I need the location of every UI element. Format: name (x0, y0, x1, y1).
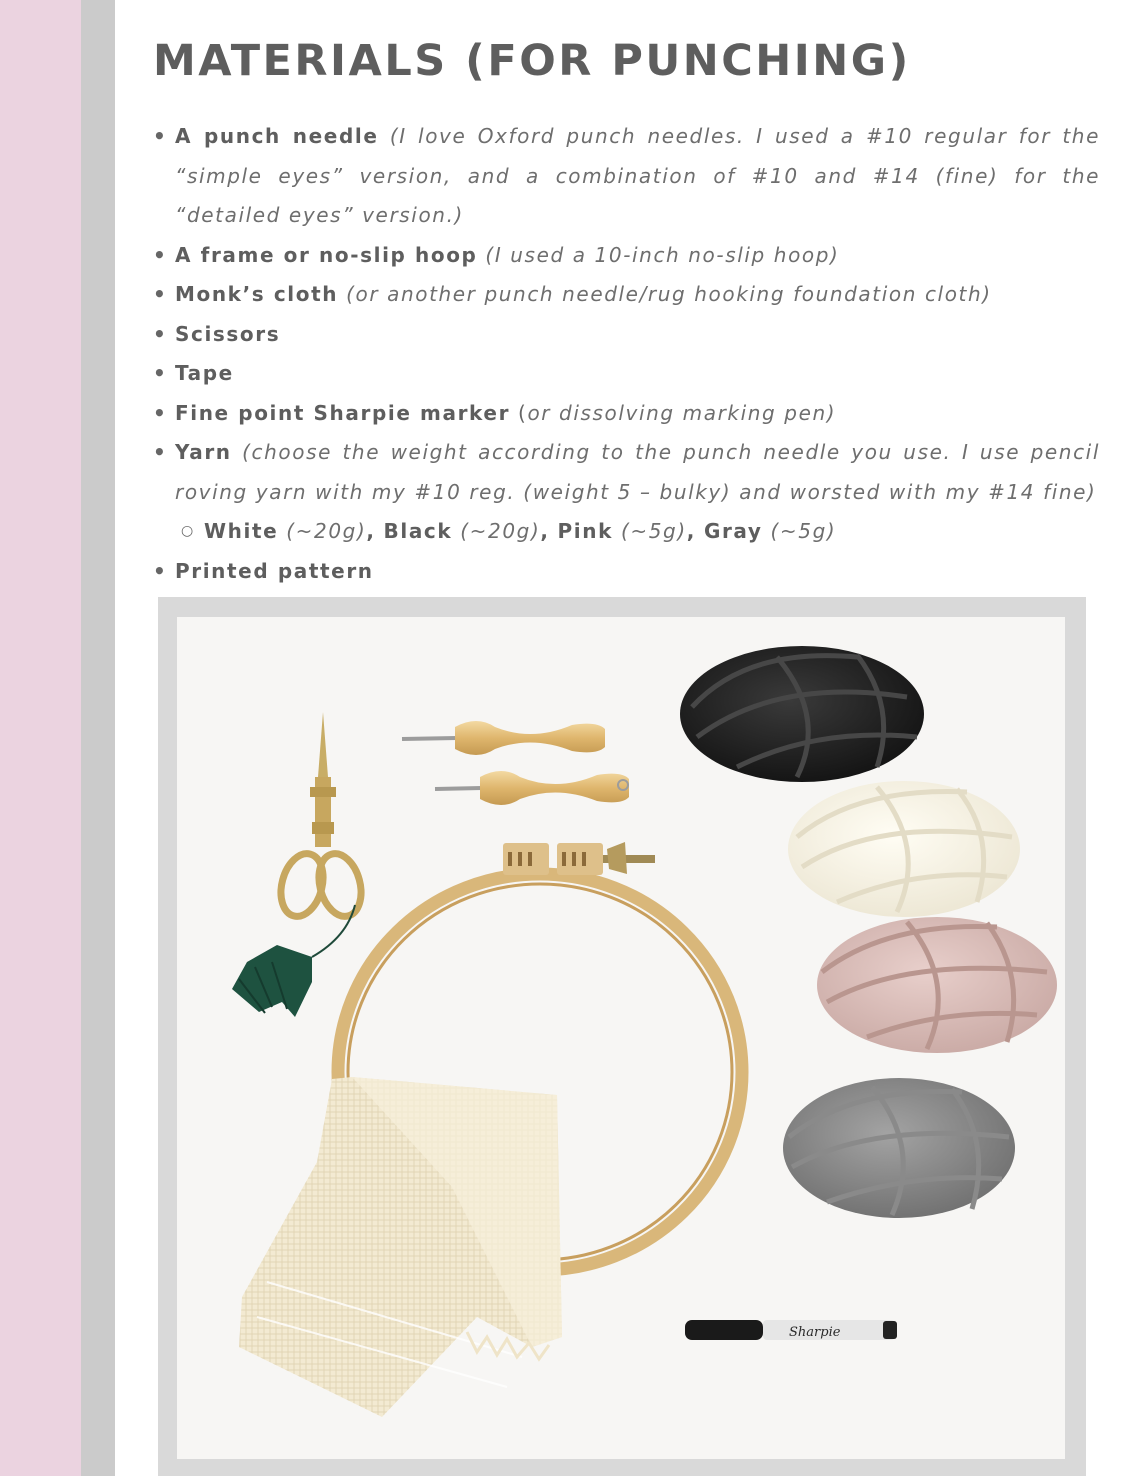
yarn-color-name: Pink (557, 519, 613, 543)
yarn-color-name: Gray (703, 519, 763, 543)
bullet-icon: • (153, 400, 168, 425)
hollow-bullet-icon: ○ (181, 523, 195, 539)
item-note-open: ( (518, 400, 528, 425)
black-yarn-ball (680, 646, 924, 782)
yarn-color-amount: (~5g) (770, 519, 837, 543)
item-name: Fine point Sharpie marker (175, 400, 511, 425)
punch-needle-icon (402, 721, 605, 755)
item-note: (I love Oxford punch needles. I used a #10 regular for the “simple eyes” version, and a combination of #10 and #14 (fine) for the “detailed eyes” version.) (175, 124, 1100, 227)
yarn-color-name: Black (383, 519, 453, 543)
marker-brand-label: Sharpie (789, 1325, 841, 1340)
scissors-icon (232, 712, 368, 1017)
list-item-tape (153, 354, 1100, 394)
bullet-icon: • (153, 124, 168, 148)
yarn-color-amount: (~20g) (286, 519, 367, 543)
page-title: MATERIALS (FOR PUNCHING) (153, 36, 911, 86)
bullet-icon: • (153, 558, 168, 583)
list-item-punch-needle (153, 117, 1100, 236)
white-yarn-ball (788, 781, 1020, 917)
list-item-yarn (153, 433, 1100, 512)
bullet-icon: • (153, 282, 168, 306)
bullet-icon: • (153, 440, 168, 464)
item-name: A punch needle (175, 124, 379, 148)
pink-side-stripe (0, 0, 81, 1476)
list-item-monks-cloth (153, 275, 1100, 315)
item-note: (or another punch needle/rug hooking foundation cloth) (346, 282, 992, 306)
pink-yarn-ball (817, 917, 1057, 1053)
bullet-icon: • (153, 361, 168, 385)
marker-icon (685, 1320, 897, 1340)
item-name: A frame or no-slip hoop (175, 242, 478, 267)
gray-yarn-ball (783, 1078, 1015, 1218)
list-item-hoop (153, 236, 1100, 276)
item-note: (I used a 10-inch no-slip hoop) (485, 242, 840, 267)
bullet-icon: • (153, 242, 168, 267)
bullet-icon: • (153, 321, 168, 346)
item-name: Yarn (175, 440, 232, 464)
yarn-color-name: White (204, 519, 279, 543)
item-name: Tape (175, 361, 234, 385)
list-item-marker (153, 394, 1100, 434)
monks-cloth-icon (239, 1077, 562, 1417)
list-subitem-yarn-colors: ○ White (~20g), Black (~20g), Pink (~5g), Gray (~5g) (153, 512, 1100, 552)
item-name: Printed pattern (175, 558, 374, 583)
list-item-scissors (153, 315, 1100, 355)
item-name: Scissors (175, 321, 281, 346)
materials-list (153, 117, 1100, 591)
yarn-color-amount: (~5g) (620, 519, 687, 543)
gray-side-stripe (81, 0, 115, 1476)
list-item-pattern (153, 552, 1100, 592)
punch-needle-icon (435, 771, 629, 805)
yarn-color-amount: (~20g) (460, 519, 541, 543)
item-name: Monk’s cloth (175, 282, 339, 306)
item-note: (choose the weight according to the punch needle you use. I use pencil roving yarn with my #10 reg. (weight 5 – bulky) and worsted with my #14 fine) (175, 440, 1100, 504)
item-note: or dissolving marking pen) (527, 400, 837, 425)
materials-photo (177, 617, 1065, 1459)
